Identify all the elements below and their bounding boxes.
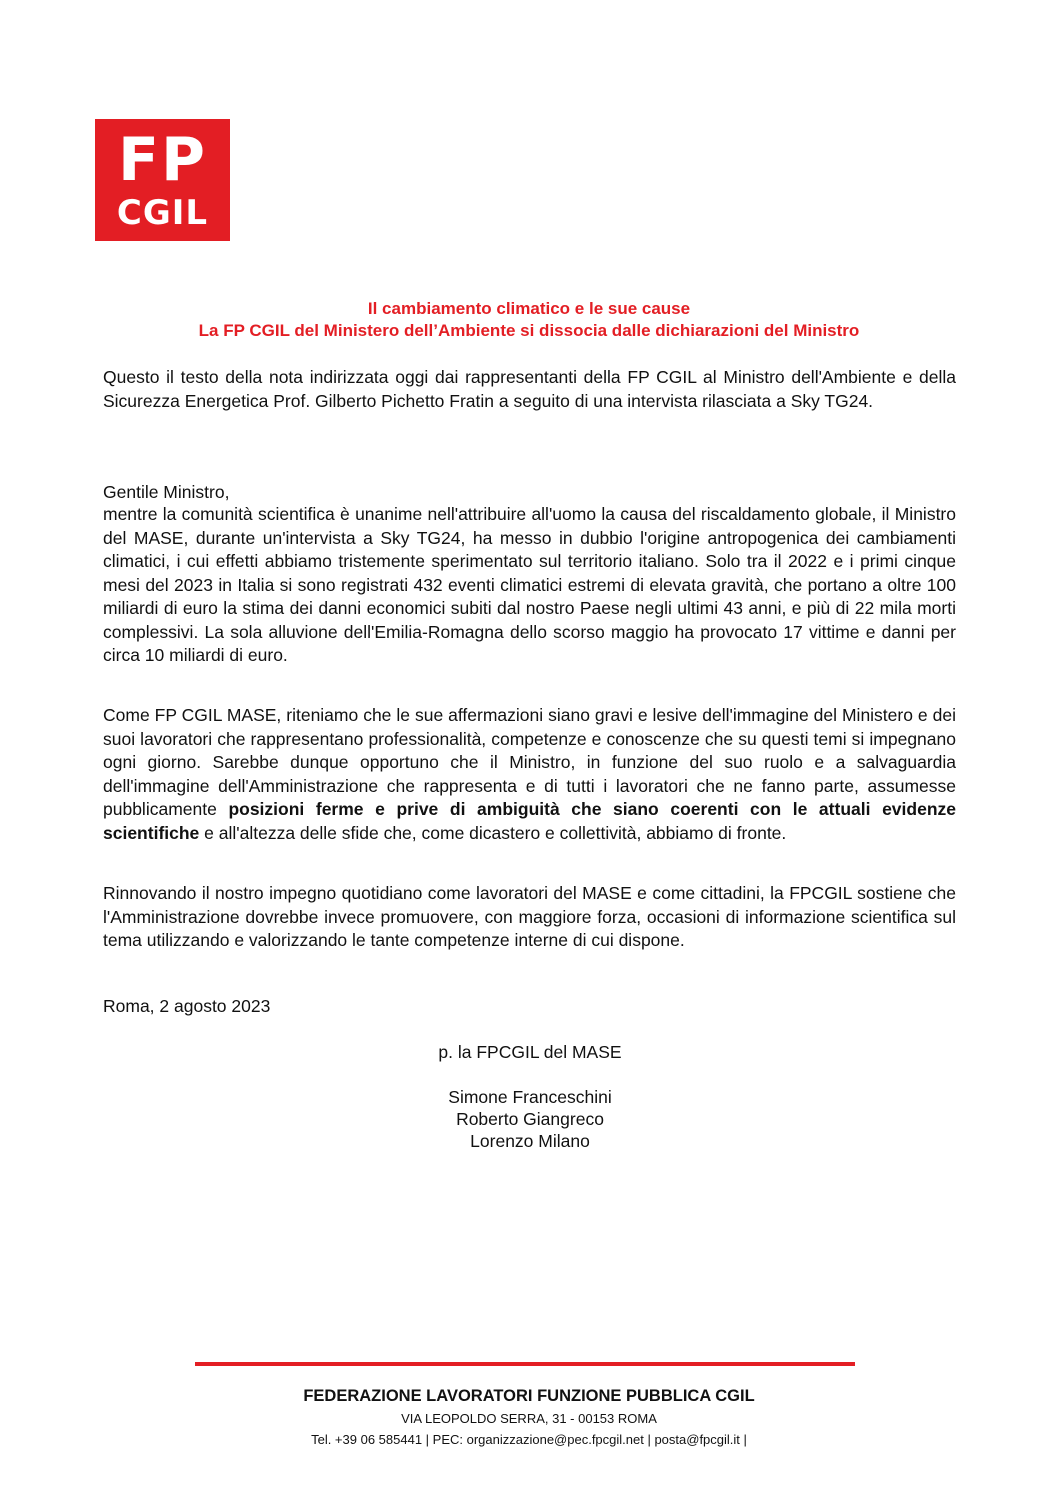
- footer-organization: FEDERAZIONE LAVORATORI FUNZIONE PUBBLICA CGIL: [303, 1387, 755, 1405]
- letter-paragraph-2-emphasis: posizioni ferme e prive di ambiguità che siano coerenti con le attuali evidenze scientifiche: [103, 799, 956, 843]
- fp-cgil-logo: [95, 119, 230, 241]
- place-date: Roma, 2 agosto 2023: [103, 996, 271, 1016]
- letter-paragraph-2-text-b: e all'altezza delle sfide che, come dicastero e collettività, abbiamo di fronte.: [199, 822, 787, 843]
- footer-divider: [195, 1362, 855, 1366]
- intro-paragraph: Questo il testo della nota indirizzata oggi dai rappresentanti della FP CGIL al Ministro dell'Ambiente e della Sicurezza Energetica Prof. Gilberto Pichetto Fratin a seguito di una intervista rilasciata a Sky TG24.: [103, 367, 956, 411]
- signatory-name: Simone Franceschini: [448, 1087, 612, 1107]
- signatory-name: Lorenzo Milano: [470, 1131, 590, 1151]
- logo-line-cgil: CGIL: [116, 193, 209, 233]
- letter-paragraph-2: [103, 704, 956, 845]
- document-title: Il cambiamento climatico e le sue cause: [367, 299, 691, 318]
- letter-paragraph-2-text-a: Come FP CGIL MASE, riteniamo che le sue affermazioni siano gravi e lesive dell'immagine del Ministero e dei suoi lavoratori che rappresentano professionalità, competenze e conoscenze che su questi temi si impegnano ogni giorno. Sarebbe dunque opportuno che il Ministro, in funzione del suo ruolo e a salvaguardia dell'immagine dell'Amministrazione che rappresenta e di tutti i lavoratori che ne fanno parte, assumesse pubblicamente: [103, 705, 956, 819]
- letter-paragraph-3: Rinnovando il nostro impegno quotidiano come lavoratori del MASE e come cittadini, la FPCGIL sostiene che l'Amministrazione dovrebbe invece promuovere, con maggiore forza, occasioni di informazione scientifica sul tema utilizzando e valorizzando le tante competenze interne di cui dispone.: [103, 883, 956, 950]
- logo-line-fp: FP: [118, 125, 207, 195]
- signatory-name: Roberto Giangreco: [456, 1109, 604, 1129]
- letter-salutation: Gentile Ministro,: [103, 482, 230, 502]
- document-subtitle: La FP CGIL del Ministero dell’Ambiente si dissocia dalle dichiarazioni del Ministro: [198, 321, 860, 340]
- signature-heading: p. la FPCGIL del MASE: [438, 1042, 622, 1062]
- footer-address: VIA LEOPOLDO SERRA, 31 - 00153 ROMA: [401, 1411, 657, 1426]
- letter-paragraph-1: mentre la comunità scientifica è unanime nell'attribuire all'uomo la causa del riscaldamento globale, il Ministro del MASE, durante un'intervista a Sky TG24, ha messo in dubbio l'origine antropogenica dei cambiamenti climatici, i cui effetti abbiamo tristemente sperimentato sul territorio italiano. Solo tra il 2022 e i primi cinque mesi del 2023 in Italia si sono registrati 432 eventi climatici estremi di elevata gravità, che portano a oltre 100 miliardi di euro la stima dei danni economici subiti dal nostro Paese negli ultimi 43 anni, e più di 22 mila morti complessivi. La sola alluvione dell'Emilia-Romagna dello scorso maggio ha provocato 17 vittime e danni per circa 10 miliardi di euro.: [103, 504, 956, 665]
- footer-contacts: Tel. +39 06 585441 | PEC: organizzazione@pec.fpcgil.net | posta@fpcgil.it |: [311, 1432, 747, 1447]
